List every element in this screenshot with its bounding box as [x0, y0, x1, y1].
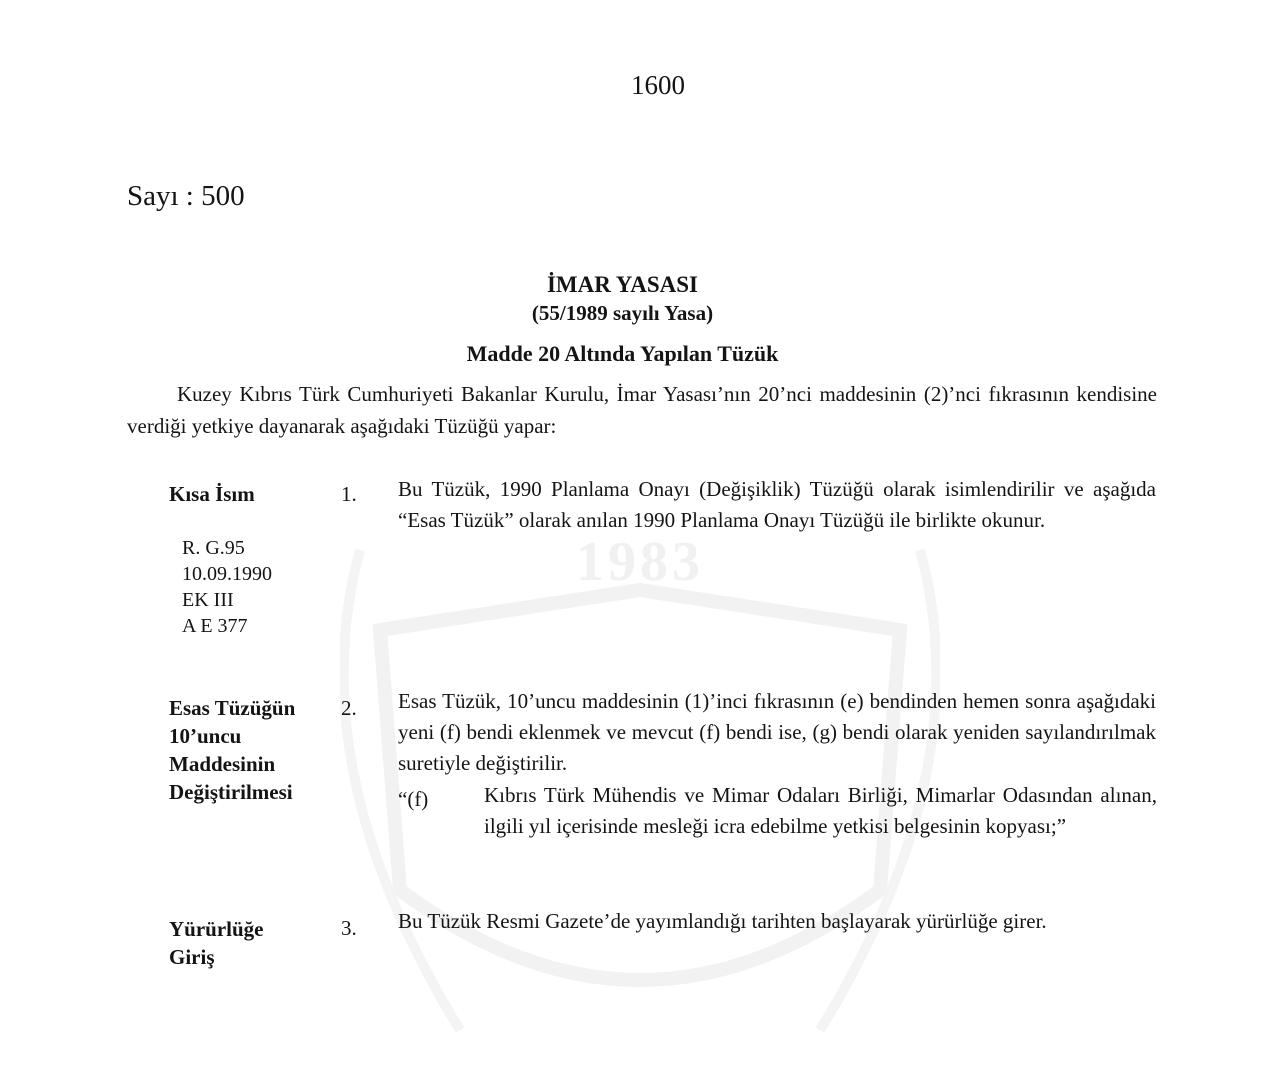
section-2-sub-text: Kıbrıs Türk Mühendis ve Mimar Odaları Birliği, Mimarlar Odasından alınan, ilgili yıl içerisinde mesleği icra edebilme yetkisi belgesinin kopyası;” — [484, 783, 1157, 838]
issue-number: Sayı : 500 — [127, 180, 245, 212]
margin-title-line: Kısa İsım — [169, 482, 255, 506]
reference-line: 10.09.1990 — [182, 563, 272, 585]
margin-title-line: Maddesinin — [169, 752, 276, 776]
section-1-number: 1. — [341, 482, 357, 506]
reference-line: A E 377 — [182, 615, 248, 637]
margin-title-line: Değiştirilmesi — [169, 780, 293, 804]
section-2-text: Esas Tüzük, 10’uncu maddesinin (1)’inci fıkrasının (e) bendinden hemen sonra aşağıdaki yeni (f) bendi eklenmek ve mevcut (f) bendi ise, (g) bendi olarak yeniden sayılandırılmak suretiyle değiştirilir. — [398, 689, 1156, 775]
preamble — [127, 378, 1157, 442]
margin-title-line: 10’uncu — [169, 724, 242, 748]
section-1-margin-title — [169, 480, 255, 508]
section-3-number: 3. — [341, 916, 357, 940]
section-2-number: 2. — [341, 696, 357, 720]
law-title: İMAR YASASI — [546, 272, 699, 297]
reference-line: EK III — [182, 589, 234, 611]
section-3-margin-title — [169, 915, 264, 971]
section-3-text: Bu Tüzük Resmi Gazete’de yayımlandığı tarihten başlayarak yürürlüğe girer. — [398, 909, 1047, 933]
regulation-heading: Madde 20 Altında Yapılan Tüzük — [466, 341, 779, 366]
page-number: 1600 — [631, 70, 685, 100]
margin-title-line: Yürürlüğe — [169, 917, 264, 941]
section-2-margin-title — [169, 694, 295, 806]
section-1-text: Bu Tüzük, 1990 Planlama Onayı (Değişiklik) Tüzüğü olarak isimlendirilir ve aşağıda “Esas Tüzük” olarak anılan 1990 Planlama Onayı Tüzüğü ile birlikte okunur. — [398, 477, 1156, 532]
watermark-year: 1983 — [576, 531, 704, 593]
section-2-sub-label: “(f) — [398, 787, 429, 811]
margin-title-line: Esas Tüzüğün — [169, 696, 296, 720]
margin-title-line: Giriş — [169, 945, 215, 969]
section-1-references — [182, 535, 272, 639]
law-subtitle: (55/1989 sayılı Yasa) — [531, 301, 714, 325]
preamble-text: Kuzey Kıbrıs Türk Cumhuriyeti Bakanlar Kurulu, İmar Yasası’nın 20’nci maddesinin (2)’nci fıkrasının kendisine verdiği yetkiye dayanarak aşağıdaki Tüzüğü yapar: — [127, 382, 1157, 438]
reference-line: R. G.95 — [182, 537, 245, 559]
